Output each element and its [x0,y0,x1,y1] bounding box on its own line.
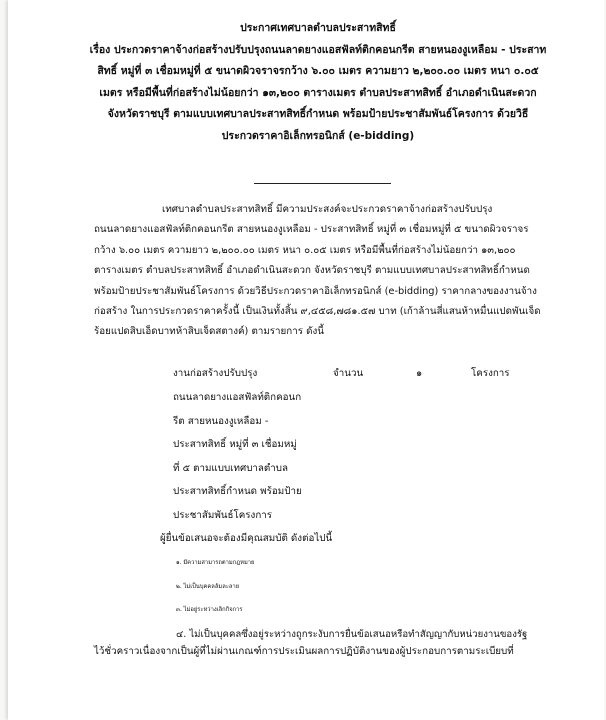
qualification-item: ๔. ไม่เป็นบุคคลซึ่งอยู่ระหว่างถูกระงับการยื่นข้อเสนอหรือทำสัญญากับหน่วยงานของรัฐ [176,628,528,640]
qualification-item: ๒. ไม่เป็นบุคคลล้มละลาย [176,583,240,590]
body-line: กว้าง ๖.๐๐ เมตร ความยาว ๒,๒๐๐.๐๐ เมตร หนา ๐.๐๕ เมตร หรือมีพื้นที่ก่อสร้างไม่น้อยกว่า ๑๓,๒๐๐ [94,244,516,256]
announcement-title [88,18,548,147]
body-line: เทศบาลตำบลประสาทสิทธิ์ มีความประสงค์จะประกวดราคาจ้างก่อสร้างปรับปรุง [162,204,493,215]
item-description [173,386,373,528]
title-line: ประกาศเทศบาลตำบลประสาทสิทธิ์ [240,22,396,34]
continuation-line: ไว้ชั่วคราวเนื่องจากเป็นผู้ที่ไม่ผ่านเกณฑ์การประเมินผลการปฏิบัติงานของผู้ประกอบการตามระเบียบที่ [94,646,514,657]
qualification-item: ๑. มีความสามารถตามกฎหมาย [176,560,255,566]
title-line: ประกวดราคาอิเล็กทรอนิกส์ (e-bidding) [221,129,415,142]
item-label-line: ประสาทสิทธิ์กำหนด พร้อมป้าย [173,486,302,498]
item-label-line: ประสาทสิทธิ์ หมู่ที่ ๓ เชื่อมหมู่ [173,439,297,451]
qualification-list [176,552,527,646]
item-label: งานก่อสร้างปรับปรุง [173,368,258,379]
item-qty-label: จำนวน [333,368,364,379]
body-line: ถนนลาดยางแอสฟัลท์ติกคอนกรีต สายหนองงูเหลือม - ประสาทสิทธิ์ หมู่ที่ ๓ เชื่อมหมู่ที่ ๕ ขนาดผิวจราจร [94,224,529,236]
body-line: ร้อยแปดสิบเอ็ดบาทห้าสิบเจ็ดสตางค์) ตามรายการ ดังนี้ [94,326,324,338]
title-line: จังหวัดราชบุรี ตามแบบเทศบาลประสาทสิทธิ์กำหนด พร้อมป้ายประชาสัมพันธ์โครงการ ด้วยวิธี [107,108,529,120]
title-divider [254,183,391,184]
item-label-line: ประชาสัมพันธ์โครงการ [173,509,273,521]
item-unit: โครงการ [471,368,510,379]
body-line: ตารางเมตร ตำบลประสาทสิทธิ์ อำเภอดำเนินสะดวก จังหวัดราชบุรี ตามแบบเทศบาลประสาทสิทธิ์กำหนด [94,265,530,277]
title-line: เรื่อง ประกวดราคาจ้างก่อสร้างปรับปรุงถนนลาดยางแอสฟัลท์ติกคอนกรีต สายหนองงูเหลือม - ประสาท [89,43,547,56]
document-page [8,0,604,720]
item-label-line: รีต สายหนองงูเหลือม - [173,415,269,427]
item-label-line: ที่ ๕ ตามแบบเทศบาลตำบล [173,462,289,474]
qualification-heading: ผู้ยื่นข้อเสนอจะต้องมีคุณสมบัติ ดังต่อไปนี้ [160,533,333,544]
body-line: พร้อมป้ายประชาสัมพันธ์โครงการ ด้วยวิธีประกวดราคาอิเล็กทรอนิกส์ (e-bidding) ราคากลางของงานจ้าง [94,285,537,297]
item-label-line: ถนนลาดยางแอสฟัลท์ติกคอนก [173,392,302,403]
title-line: สิทธิ์ หมู่ที่ ๓ เชื่อมหมู่ที่ ๕ ขนาดผิวจราจรกว้าง ๖.๐๐ เมตร ความยาว ๒,๒๐๐.๐๐ เมตร หนา ๐.๐๕ [97,65,539,77]
body-line: ก่อสร้าง ในการประกวดราคาครั้งนี้ เป็นเงินทั้งสิ้น ๙,๔๕๘,๗๘๑.๕๗ บาท (เก้าล้านสี่แสนห้าหมื่นแปดพันเจ็ด [94,306,541,318]
announcement-body [94,200,554,343]
title-line: เมตร หรือมีพื้นที่ก่อสร้างไม่น้อยกว่า ๑๓,๒๐๐ ตารางเมตร ตำบลประสาทสิทธิ์ อำเภอดำเนินสะดวก [99,86,537,99]
item-qty-value: ๑ [416,368,423,379]
qualification-item: ๓. ไม่อยู่ระหว่างเลิกกิจการ [176,607,243,613]
